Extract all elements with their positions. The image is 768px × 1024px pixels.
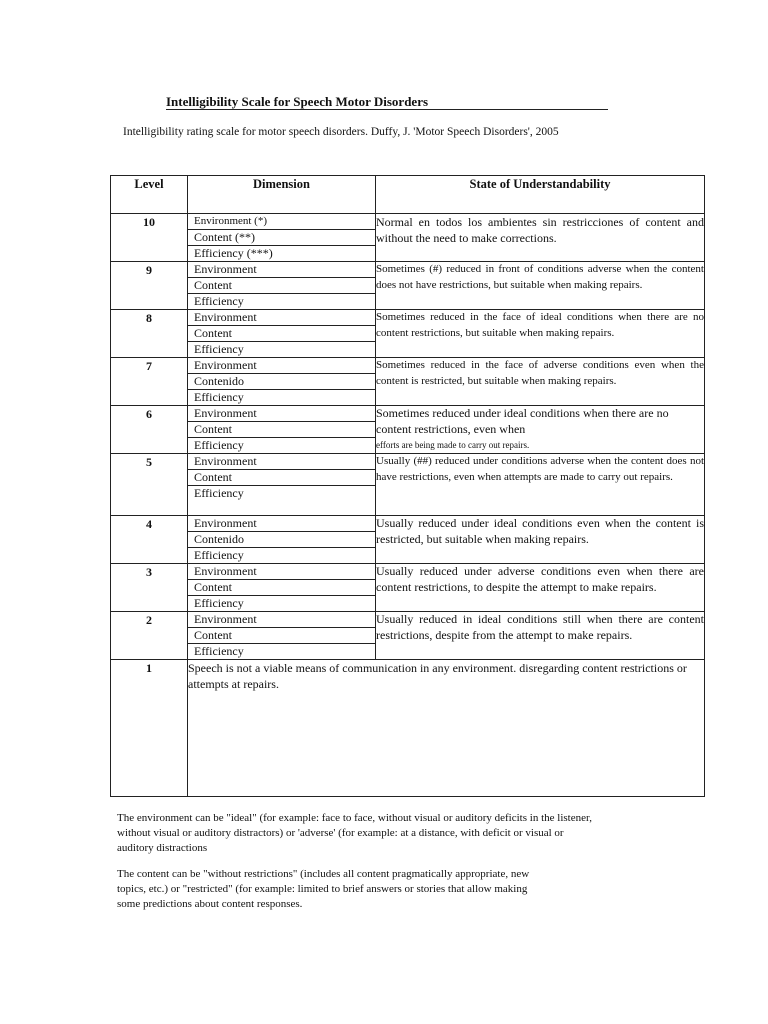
state-text: Sometimes reduced under ideal conditions when there are no content restrictions, even when bbox=[376, 406, 669, 436]
table-row bbox=[111, 310, 705, 358]
table-row bbox=[111, 454, 705, 516]
level-cell: 7 bbox=[111, 358, 188, 406]
dimension-cell bbox=[188, 214, 376, 262]
intelligibility-table bbox=[110, 175, 705, 797]
dimension-efficiency: Efficiency bbox=[194, 486, 244, 500]
environment-note: The environment can be "ideal" (for example: face to face, without visual or auditory deficits in the listener, without visual or auditory distractors) or 'adverse' (for example: at a distance, with deficit or visual or auditory distractions bbox=[117, 812, 592, 854]
document-subtitle: Intelligibility rating scale for motor speech disorders. Duffy, J. 'Motor Speech Disorders', 2005 bbox=[123, 126, 559, 138]
state-cell: Usually reduced under ideal conditions even when the content is restricted, but suitable when making repairs. bbox=[376, 516, 705, 564]
state-cell: Speech is not a viable means of communication in any environment. disregarding content restrictions or attempts at repairs. bbox=[188, 660, 705, 797]
dimension-efficiency: Efficiency bbox=[194, 342, 244, 356]
table-row bbox=[111, 612, 705, 660]
dimension-cell bbox=[188, 358, 376, 406]
dimension-environment: Environment bbox=[188, 262, 375, 278]
dimension-content: Content bbox=[188, 628, 375, 644]
state-small-text: efforts are being made to carry out repairs. bbox=[376, 440, 530, 450]
level-cell: 3 bbox=[111, 564, 188, 612]
dimension-content: Content bbox=[188, 326, 375, 342]
state-cell: Usually reduced under adverse conditions even when there are content restrictions, to despite the attempt to make repairs. bbox=[376, 564, 705, 612]
header-state: State of Understandability bbox=[376, 176, 705, 214]
dimension-efficiency: Efficiency bbox=[194, 390, 244, 404]
table-row bbox=[111, 214, 705, 262]
dimension-environment: Environment bbox=[188, 612, 375, 628]
header-level: Level bbox=[111, 176, 188, 214]
dimension-efficiency: Efficiency bbox=[194, 438, 244, 452]
dimension-efficiency: Efficiency (***) bbox=[194, 246, 273, 260]
dimension-content: Content bbox=[188, 580, 375, 596]
state-cell: Usually reduced in ideal conditions still when there are content restrictions, despite from the attempt to make repairs. bbox=[376, 612, 705, 660]
table-row bbox=[111, 262, 705, 310]
level-cell: 9 bbox=[111, 262, 188, 310]
dimension-environment: Environment bbox=[188, 564, 375, 580]
state-cell: Sometimes (#) reduced in front of conditions adverse when the content does not have restrictions, but suitable when making repairs. bbox=[376, 262, 705, 310]
dimension-cell bbox=[188, 516, 376, 564]
level-cell: 5 bbox=[111, 454, 188, 516]
dimension-content: Content bbox=[188, 278, 375, 294]
table-header-row bbox=[111, 176, 705, 214]
dimension-cell bbox=[188, 454, 376, 516]
dimension-efficiency: Efficiency bbox=[194, 548, 244, 562]
dimension-content: Contenido bbox=[188, 532, 375, 548]
state-cell: Normal en todos los ambientes sin restricciones of content and without the need to make corrections. bbox=[376, 214, 705, 262]
table-row bbox=[111, 406, 705, 454]
content-note: The content can be "without restrictions" (includes all content pragmatically appropriate, new topics, etc.) or "restricted" (for example: limited to brief answers or stories that allow making some predictions about content responses. bbox=[117, 868, 530, 910]
dimension-cell bbox=[188, 564, 376, 612]
dimension-cell bbox=[188, 406, 376, 454]
title-underline bbox=[166, 109, 608, 110]
dimension-efficiency: Efficiency bbox=[194, 596, 244, 610]
document-title: Intelligibility Scale for Speech Motor Disorders bbox=[166, 94, 429, 109]
dimension-cell bbox=[188, 612, 376, 660]
state-cell: Usually (##) reduced under conditions adverse when the content does not have restrictions, even when attempts are made to carry out repairs. bbox=[376, 454, 705, 516]
state-cell bbox=[376, 406, 705, 454]
dimension-environment: Environment bbox=[188, 358, 375, 374]
dimension-environment: Environment bbox=[188, 516, 375, 532]
dimension-environment: Environment bbox=[188, 454, 375, 470]
dimension-cell bbox=[188, 262, 376, 310]
dimension-efficiency: Efficiency bbox=[194, 644, 244, 658]
level-cell: 8 bbox=[111, 310, 188, 358]
header-dimension: Dimension bbox=[188, 176, 376, 214]
table-row bbox=[111, 660, 705, 797]
dimension-environment: Environment bbox=[188, 406, 375, 422]
table-row bbox=[111, 516, 705, 564]
level-cell: 10 bbox=[111, 214, 188, 262]
table-row bbox=[111, 564, 705, 612]
dimension-environment: Environment (*) bbox=[188, 214, 375, 230]
state-cell: Sometimes reduced in the face of adverse conditions even when the content is restricted, but suitable when making repairs. bbox=[376, 358, 705, 406]
table-row bbox=[111, 358, 705, 406]
dimension-efficiency: Efficiency bbox=[194, 294, 244, 308]
level-cell: 2 bbox=[111, 612, 188, 660]
dimension-content: Content bbox=[188, 422, 375, 438]
level-cell: 6 bbox=[111, 406, 188, 454]
dimension-content: Contenido bbox=[188, 374, 375, 390]
dimension-content: Content (**) bbox=[188, 230, 375, 246]
dimension-content: Content bbox=[188, 470, 375, 486]
level-cell: 1 bbox=[111, 660, 188, 797]
level-cell: 4 bbox=[111, 516, 188, 564]
dimension-cell bbox=[188, 310, 376, 358]
state-cell: Sometimes reduced in the face of ideal conditions when there are no content restrictions, but suitable when making repairs. bbox=[376, 310, 705, 358]
dimension-environment: Environment bbox=[188, 310, 375, 326]
